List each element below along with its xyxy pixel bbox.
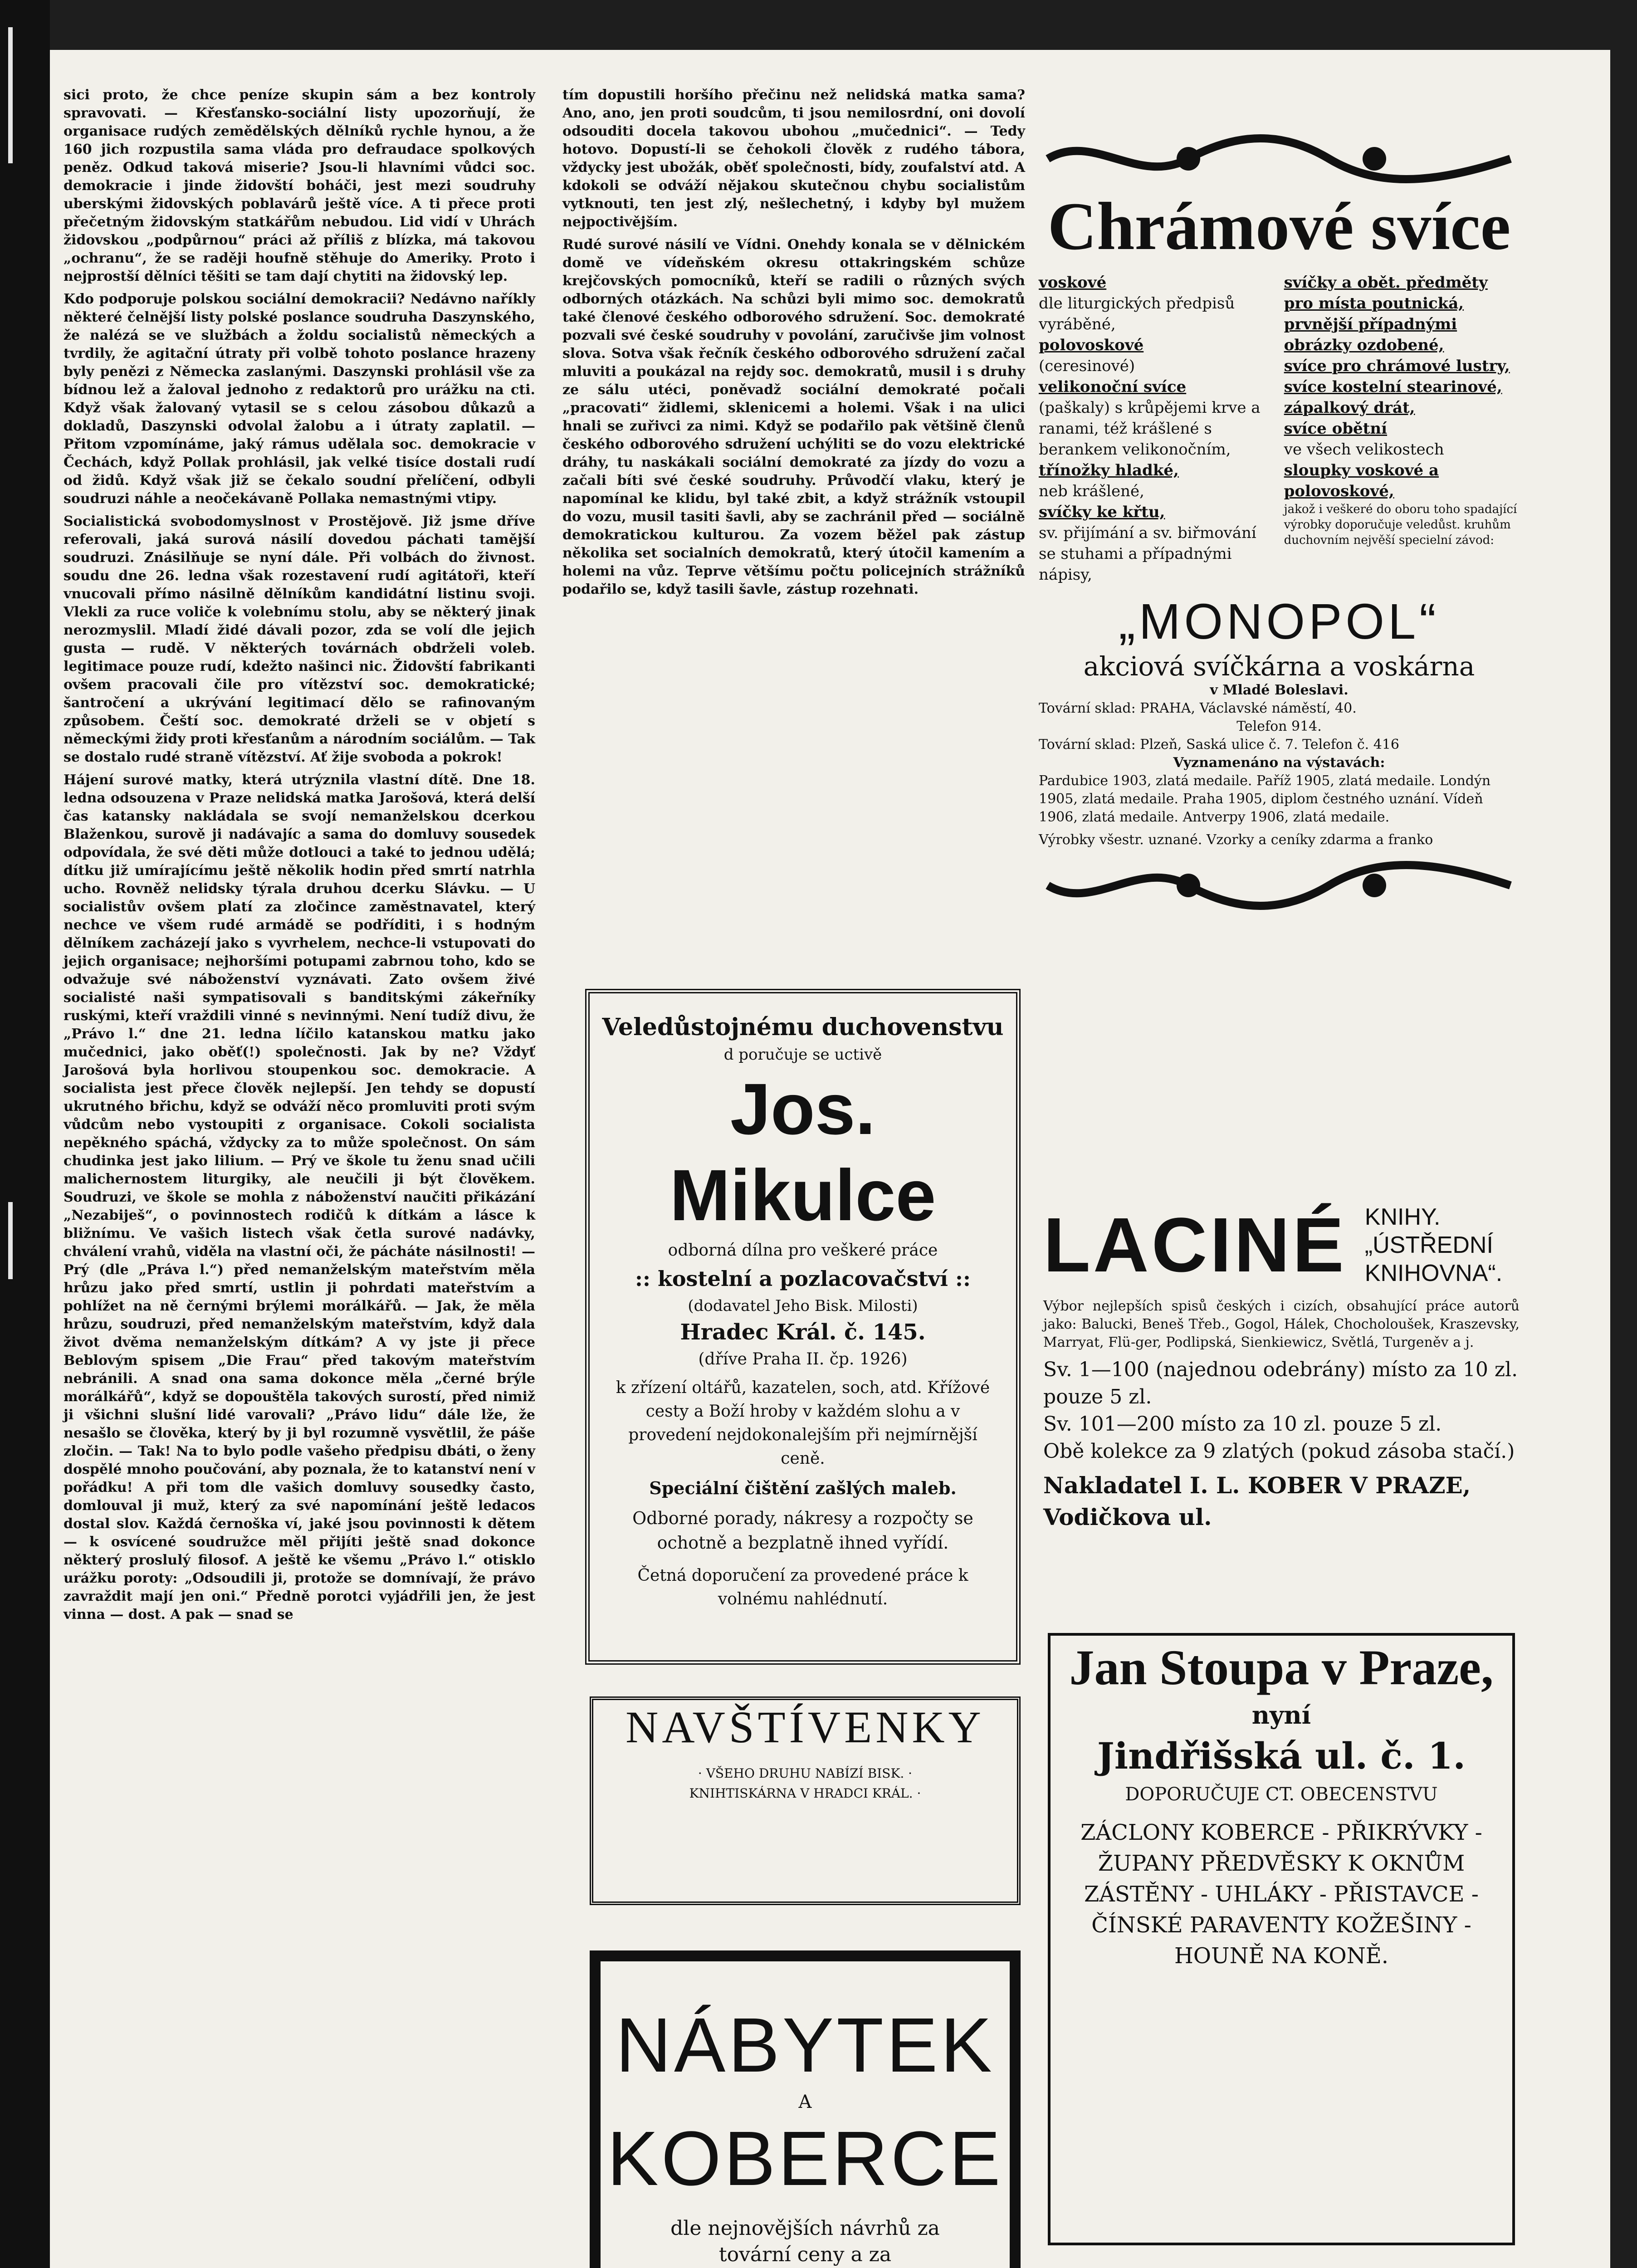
ad-sub-line: KNIHOVNA“.: [1364, 1260, 1503, 1286]
ad-advice: Odborné porady, nákresy a rozpočty se ochotně a bezplatně ihned vyřídí.: [632, 1508, 973, 1553]
ad-workshop: odborná dílna pro veškeré práce: [668, 1241, 938, 1260]
ad-subheader: d poručuje se uctivě: [723, 1046, 882, 1064]
ad-street: Jindřišská ul. č. 1.: [1097, 1735, 1466, 1777]
candle-item: ve všech velikostech: [1284, 440, 1444, 459]
ad-candles: [1039, 132, 1520, 1175]
ad-firm-place: v Mladé Boleslavi.: [1210, 682, 1349, 698]
candle-list-right: [1284, 272, 1520, 585]
ad-thanks: Četná doporučení za provedené práce k volnému nahlédnutí.: [637, 1566, 968, 1608]
candle-item: sloupky voskové a polovoskové,: [1284, 461, 1439, 500]
candle-item: polovoskové: [1039, 336, 1144, 354]
candle-item: dle liturgických předpisů vyráběné,: [1039, 294, 1235, 333]
article-paragraph: Socialistická svobodomyslnost v Prostějově. Již jsme dříve referovali, jaká surová násilí dovedou páchati tamější soudruzi. Znásilňuje se nyní dále. Při volbách do živnost. soudu dne 26. ledna však rozestavení rudí agitátoři, kteří vnucovali přímo násilně dělníkům kandidátní listinu svoji. Vlekli za ruce voliče k volebnímu stolu, aby se některý jinak nerozmyslil. Mladí židé dávali pozor, zda se volí dle jejich gusta — rudě. V některých továrnách obdrželi voleb. legitimace pouze rudí, kdežto našinci nic. Židovští fabrikanti ovšem pracovali čile pro vítězství soc. demokratické; šantročení a ukrývání legitimací dělo se rafinovaným způsobem. Čeští soc. demokraté drželi se v objetí s německými židy proti křesťanům a národním sociálům. — Tak se dostalo rudé straně vítězství. Ať žije svoboda a pokrok!: [64, 513, 535, 765]
candle-item: zápalkový drát,: [1284, 399, 1415, 417]
candle-item: svíce kostelní stearinové,: [1284, 378, 1502, 396]
article-paragraph: Hájení surové matky, která utrýznila vlastní dítě. Dne 18. ledna odsouzena v Praze nelidská matka Jarošová, která delší čas katansky nakládala se svojí nemanželskou dcerkou Blaženkou, surově ji nadávajíc a sama do domluvy sousedek odpovídala, že své děti může dotlouci a také to jednou udělá; dítku již umírajícímu ještě několik hodin před smrtí natrhla ucho. Rovněž nelidsky týrala druhou dcerku Slávku. — U socialistův ovšem platí za zločince zaměstnavatel, který nechce ve všem rudé armádě se podříditi, i s hodným dělníkem zacházejí jako s vyvrhelem, nechce-li vstupovati do jejich organisace; nejhoršími potupami zabrnou toho, kdo se odvažuje své náboženství vyznávati. Zato ovšem živé socialisté naši sympatisovali s banditskými zákeřníky ruskými, kteří vraždili vinné s nevinnými. Není tudíž divu, že „Právo l.“ dne 21. ledna líčilo katanskou matku jako mučednici, jako oběť(!) společnosti. Jak by ne? Vždyť Jarošová byla horlivou stoupenkou soc. demokracie. A socialista jest přece člověk nejlepší. Jen tehdy se dopustí ukrutného břichu, když se odváží něco promluviti proti svým vůdcům nebo vystoupiti z organisace. Cokoli socialista nepěkného spáchá, vždycky za to může společnost. On sám chudinka jest jako lilium. — Prý ve škole tu ženu snad učili malichernostem liturgiky, ale neučili ji být člověkem. Soudruzi, ve škole se mohla z náboženství naučiti přikázání „Nezabiješ“, o povinnostech rodičů k dítkám a lásce k bližnímu. Ve vašich listech však četla surové nadávky, chválení vrahů, viděla na vlastní oči, že pácháte násilnosti! — Prý (dle „Práva l.“) před nemanželským mateřstvím měla hrůzu jako před smrtí, ustlin ji pohrdati mateřstvím a pohlížet na ně černými brýlemi morálkářů. — Jak, že měla hrůzu, soudruzi, před nemanželským mateřstvím, když dala život dvěma nemanželským dítkám? A vy jste ji přece Beblovým spisem „Die Frau“ před takovým mateřstvím nebránili. A snad ona sama dokonce měla „černé brýle morálkářů“, když se dopouštěla takových surostí, před nimiž ji všichni slušní lidé varovali? „Právo lidu“ dále lže, že nesašlo se člověka, který by ji byl rozumně vysvětlil, že páše zločin. — Tak! Na to bylo podle vašeho předpisu dbáti, o ženy dospělé mnoho poučování, aby poznala, že to katanství není v pořádku! A při tom dle vašich domluvy sousedky často, domlouval ji muž, který za své napomínání ještě ledacos dostal slov. Každá černoška ví, jaké jsou povinnosti k dětem — k osvícené soudružce měl přijíti ještě snad dokonce některý proslulý filosof. A ještě ke všemu „Právo l.“ otisklo urážku poroty: „Odsoudili ji, protože se domnívají, že právo zavraždit mají jen oni.“ Předně porotci vyjádřili jen, že jest vinna — dost. A pak — snad se: [64, 772, 535, 1623]
article-paragraph: sici proto, že chce peníze skupin sám a bez kontroly spravovati. — Křesťansko-sociální listy upozorňují, že organisace rudých zemědělských dělníků rychle hynou, a že 160 jich rozpustila sama vláda pro defraudace spolkových peněz. Odkud taková miserie? Jsou-li hlavními vůdci soc. demokracie i jinde židovští boháči, jest mezi soudruhy uberskými židovských poblavárů ještě více. A ti přece proti přečetným židovským statkářům nebudou. Lid vidí v Uhrách židovskou „podpůrnou“ práci až příliš z blízka, má takovou „ochranu“, že se raději houfně stěhuje do Ameriky. Proto i nejprostší dělníci těšiti se tam dají chytiti na židovský lep.: [64, 87, 535, 284]
ad-firm: akciová svíčkárna a voskárna: [1083, 651, 1475, 682]
candle-item: (paškaly) s krůpějemi krve a ranami, též krášlené s berankem velikonočním,: [1039, 399, 1261, 459]
ad-awards: Pardubice 1903, zlatá medaile. Paříž 1905, zlatá medaile. Londýn 1905, zlatá medaile. Praha 1905, diplom čestného uznání. Vídeň 1906, zlatá medaile. Antverpy 1906, zlatá medaile.: [1039, 773, 1491, 825]
candle-item: sv. přijímání a sv. biřmování se stuhami a případnými nápisy,: [1039, 524, 1256, 584]
ad-sub-line: „ÚSTŘEDNÍ: [1364, 1232, 1493, 1258]
ad-specialty: :: kostelní a pozlacovačství ::: [635, 1266, 971, 1291]
candle-item: svíce obětní: [1284, 420, 1388, 438]
ornament-flourish: [1039, 858, 1520, 913]
edge-mark: [8, 27, 13, 163]
ad-footer: Výrobky všestr. uznané. Vzorky a ceníky zdarma a franko: [1039, 832, 1433, 848]
ad-books-header: [1043, 1202, 1520, 1288]
candle-item: svíčky a obět. předměty pro místa poutnická, prvnější případnými obrázky ozdobené,: [1284, 274, 1488, 354]
ad-price: Obě kolekce za 9 zlatých (pokud zásoba stačí.): [1043, 1440, 1515, 1463]
candle-item: svíčky ke křtu,: [1039, 503, 1165, 521]
ad-sub-line: KNIHY.: [1364, 1204, 1441, 1230]
ad-books-sub: [1365, 1203, 1502, 1287]
ad-recommend: DOPORUČUJE CT. OBECENSTVU: [1125, 1784, 1438, 1805]
ad-title: Chrámové svíce: [1047, 189, 1511, 264]
ad-books: [1043, 1202, 1520, 1530]
ad-title: NÁBYTEK: [616, 2002, 995, 2088]
ad-awards-title: Vyznamenáno na výstavách:: [1173, 755, 1385, 771]
ad-store: Tovární sklad: Plzeň, Saská ulice č. 7. Telefon č. 416: [1039, 737, 1400, 753]
candle-item: (ceresinové): [1039, 357, 1135, 375]
ad-supplier: (dodavatel Jeho Bisk. Milosti): [688, 1297, 918, 1315]
ad-title: Jan Stoupa v Praze,: [1069, 1640, 1494, 1695]
ad-furniture: [590, 1950, 1021, 2268]
ad-address: Hradec Král. č. 145.: [680, 1320, 926, 1345]
ad-line: · VŠEHO DRUHU NABÍZÍ BISK. ·: [698, 1766, 913, 1781]
ad-title: LACINÉ: [1043, 1202, 1347, 1288]
ad-former-address: (dříve Praha II. čp. 1926): [698, 1350, 908, 1369]
ad-description: Výbor nejlepších spisů českých i cizích, obsahující práce autorů jako: Balucki, Beneš Třeb., Gogol, Hálek, Chocholoušek, Kraszevsky, Marryat, Flü-ger, Podlipská, Sienkiewicz, Světlá, Turgeněv a j.: [1043, 1298, 1520, 1350]
ad-phone: Telefon 914.: [1236, 719, 1322, 734]
ad-stoupa: [1048, 1633, 1515, 2245]
ad-calling-cards: [590, 1696, 1021, 1905]
article-column-left: [64, 86, 535, 2268]
candle-item: neb krášlené,: [1039, 482, 1144, 500]
candle-item: jakož i veškeré do oboru toho spadající výrobky doporučuje veledůst. kruhům duchovním nejvěší specielní závod:: [1284, 503, 1517, 547]
edge-mark: [8, 1202, 13, 1279]
scan-edge: [0, 0, 50, 2268]
ad-now: nyní: [1251, 1701, 1311, 1730]
ad-special: Speciální čištění zašlých maleb.: [649, 1478, 957, 1498]
article-paragraph: tím dopustili horšího přečinu než nelidská matka sama? Ano, ano, jen proti soudcům, ti jsou nemilosrdní, oni dovolí odsouditi docela takovou ubohou „mučednici“. — Tedy hotovo. Dopustí-li se čehokoli člověk z rudého tábora, vždycky jest ubožák, oběť společnosti, bídy, zoufalství atd. A kdokoli se odváží nějakou skutečnou chybu socialistům vytknouti, ten jest zlý, nešlechetný, i kdyby byl mužem nejpoctivějším.: [562, 87, 1025, 230]
ad-store: Tovární sklad: PRAHA, Václavské náměstí, 40.: [1039, 700, 1357, 716]
article-paragraph: Kdo podporuje polskou sociální demokracii? Nedávno naříkly některé čelnější listy polské poslance soudruha Daszynského, že nalézá se ve službách a žoldu socialistů německých a tvrdily, že agitační útraty při volbě tohoto poslance hrazeny byly penězi z Německa zaslanými. Daszynski prohlásil vše za bídnou lež a žaloval jednoho z redaktorů pro urážku na cti. Když však žalovaný vytasil se s celou zásobou důkazů a dokladů, Daszynski odvolal žalobu a i útraty zaplatil. — Přitom vzpomínáme, jaký rámus udělala soc. demokracie v Čechách, když Pollak prohlásil, jak velké tisíce dostali rudí od židů. Když však již se čekalo soudní přelíčení, odbyli soudruzi náhle a neočekávaně Pollaka nemastnými vtipy.: [64, 291, 535, 507]
ornament-flourish: [1039, 132, 1520, 186]
ad-header: Veledůstojnému duchovenstvu: [602, 1013, 1004, 1041]
ad-description: k zřízení oltářů, kazatelen, soch, atd. Křížové cesty a Boží hroby v každém slohu a v provedení nejdokonalejším při nejmírnější ceně.: [616, 1378, 990, 1468]
ad-items: ZÁCLONY KOBERCE - PŘIKRÝVKY - ŽUPANY PŘEDVĚSKY K OKNŮM ZÁSTĚNY - UHLÁKY - PŘISTAVCE - ČÍNSKÉ PARAVENTY KOŽEŠINY - HOUNĚ NA KONĚ.: [1080, 1820, 1482, 1969]
candle-item: třínožky hladké,: [1039, 461, 1179, 479]
ad-title: KOBERCE: [607, 2116, 1003, 2202]
ad-price: Sv. 101—200 místo za 10 zl. pouze 5 zl.: [1043, 1413, 1442, 1436]
candle-list-left: [1039, 272, 1274, 585]
ad-and: A: [798, 2092, 812, 2112]
ad-line: KNIHTISKÁRNA V HRADCI KRÁL. ·: [689, 1786, 921, 1801]
ad-name: Jos. Mikulce: [669, 1068, 936, 1236]
ad-brand: „MONOPOL“: [1119, 594, 1440, 650]
ad-price: Sv. 1—100 (najednou odebrány) místo za 10 zl. pouze 5 zl.: [1043, 1358, 1518, 1408]
candle-list: [1039, 272, 1520, 585]
candle-item: svíce pro chrámové lustry,: [1284, 357, 1510, 375]
candle-item: velikonoční svíce: [1039, 378, 1187, 396]
article-paragraph: Rudé surové násilí ve Vídni. Onehdy konala se v dělnickém domě ve vídeňském okresu ottakringském schůze krejčovských pomocníků, kteří se radili o různých svých odborných otázkách. Na schůzi byli mimo soc. demokratů také členové českého odborového sdružení. Soc. demokraté pozvali své české soudruhy v povolání, zaručivše jim volnost slova. Sotva však řečník českého odborového sdružení začal mluviti a poukázal na rejdy soc. demokratů, musil i s druhy ze sálu utéci, poněvadž sociální demokraté počali „pracovati“ židlemi, sklenicemi a holemi. Však i na ulici hnali se zuřivci za nimi. Když se podařilo pak většině členů českého odborového sdružení uchýliti se do vozu elektrické dráhy, tu naskákali sociální demokraté za jízdy do vozu a začali bíti své české soudruhy. Průvodčí vlaku, který je napomínal ke klidu, byl také zbit, a když strážník vstoupil do vozu, musil tasiti šavli, aby se zachránil před — sociálně demokratickou kulturou. Za vozem běžel pak zástup několika set socialních demokratů, který útočil kamením a holemi na vůz. Teprve většímu počtu policejních strážníků podařilo se, když tasili šavle, zástup rozehnati.: [562, 237, 1025, 597]
candle-item: voskové: [1039, 274, 1107, 292]
ad-mikulce: [585, 989, 1021, 1665]
ad-text: dle nejnovějších návrhů za tovární ceny a za: [670, 2217, 940, 2266]
ad-publisher: Nakladatel I. L. KOBER V PRAZE, Vodičkova ul.: [1043, 1472, 1471, 1530]
ad-title: NAVŠTÍVENKY: [625, 1702, 985, 1752]
